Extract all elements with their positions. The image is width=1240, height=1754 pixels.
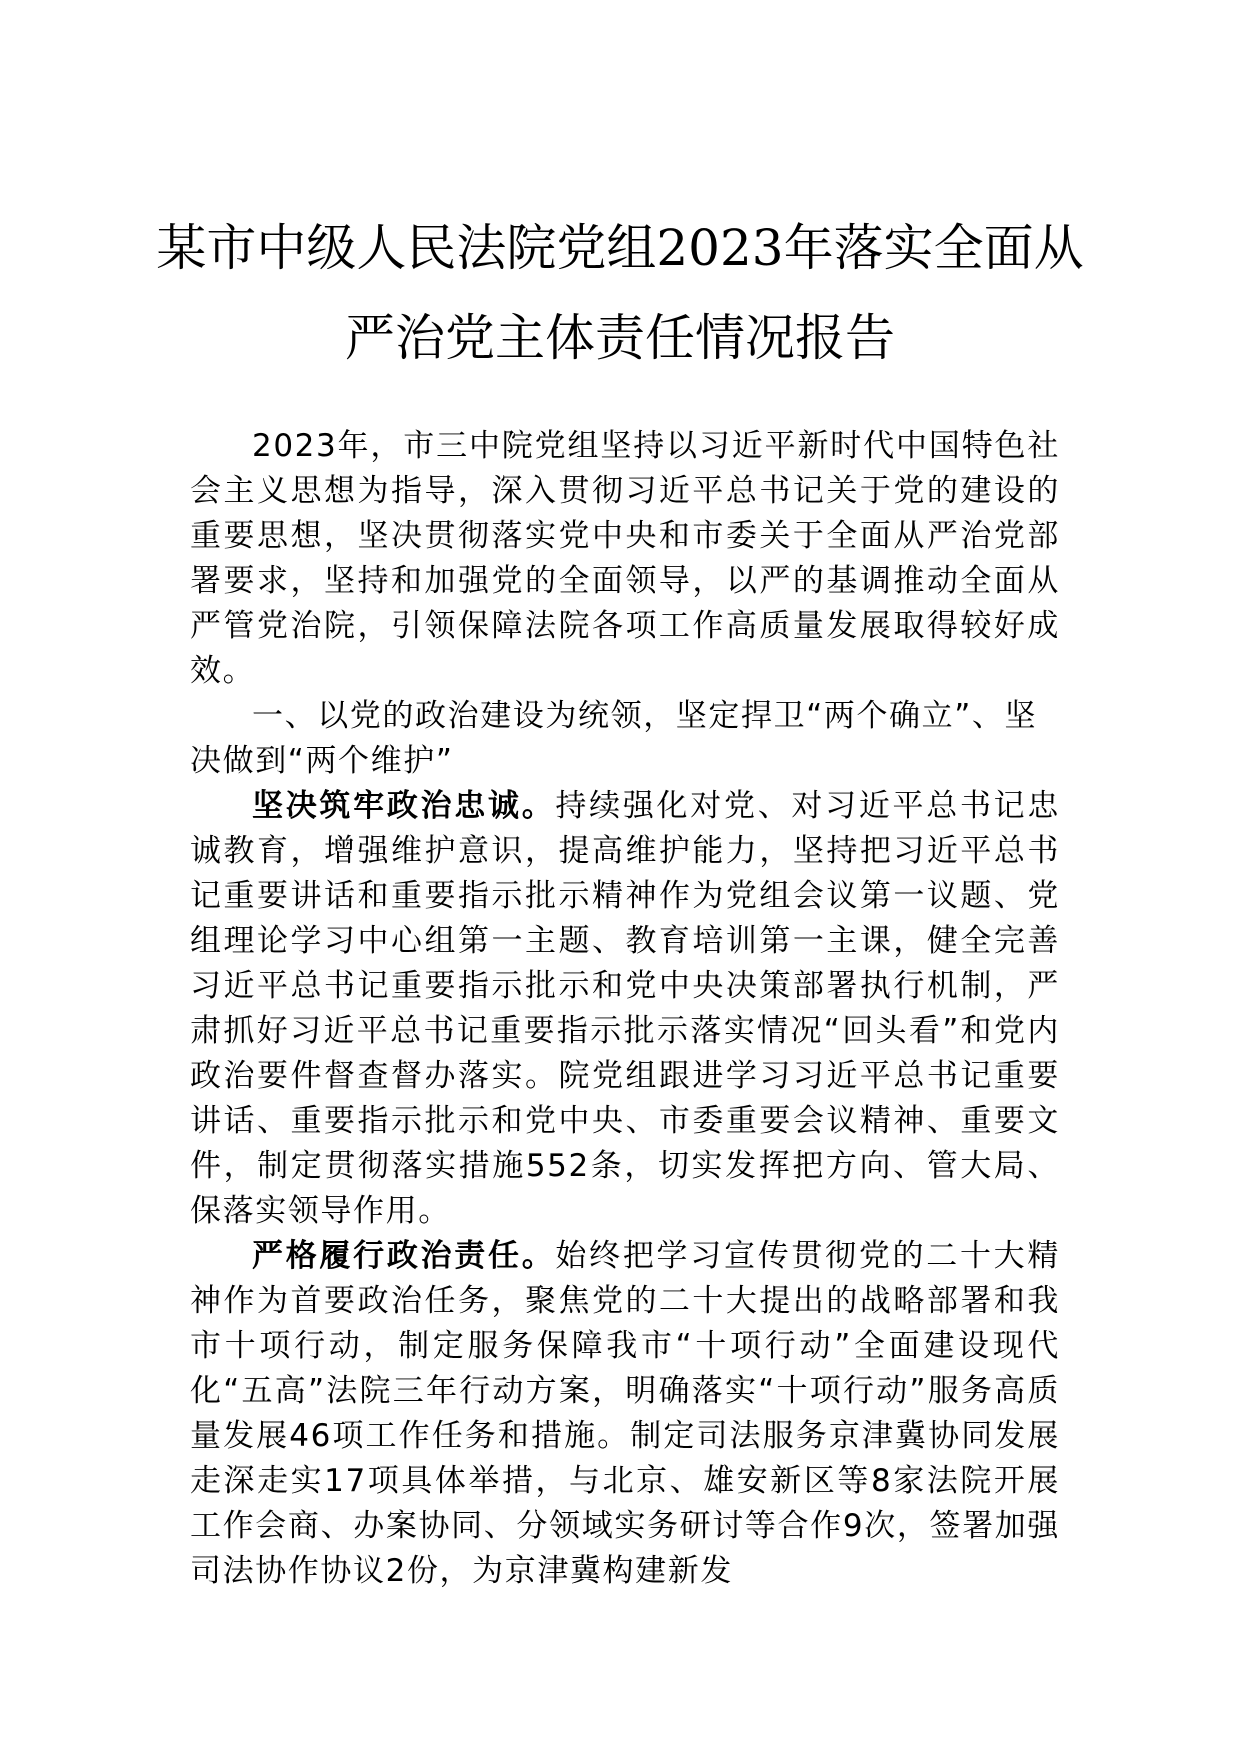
paragraph-lead-political-responsibility: 严格履行政治责任。 (252, 1238, 556, 1274)
document-title-line-2: 严治党主体责任情况报告 (345, 309, 895, 367)
paragraph-political-loyalty (190, 784, 1060, 1234)
document-title-line-1: 某市中级人民法院党组2023年落实全面从 (156, 219, 1084, 277)
document-body (190, 424, 1060, 1594)
section-heading-1: 一、以党的政治建设为统领，坚定捍卫“两个确立”、坚决做到“两个维护” (190, 698, 1038, 779)
intro-paragraph: 2023年，市三中院党组坚持以习近平新时代中国特色社会主义思想为指导，深入贯彻习近平总书记关于党的建设的重要思想，坚决贯彻落实党中央和市委关于全面从严治党部署要求，坚持和加强党的全面领导，以严的基调推动全面从严管党治院，引领保障法院各项工作高质量发展取得较好成效。 (190, 428, 1060, 689)
paragraph-political-responsibility (190, 1234, 1060, 1594)
paragraph-lead-political-loyalty: 坚决筑牢政治忠诚。 (252, 788, 556, 824)
paragraph-text-political-responsibility: 始终把学习宣传贯彻党的二十大精神作为首要政治任务，聚焦党的二十大提出的战略部署和我市十项行动，制定服务保障我市“十项行动”全面建设现代化“五高”法院三年行动方案，明确落实“十项行动”服务高质量发展46项工作任务和措施。制定司法服务京津冀协同发展走深走实17项具体举措，与北京、雄安新区等8家法院开展工作会商、办案协同、分领域实务研讨等合作9次，签署加强司法协作协议2份，为京津冀构建新发 (190, 1238, 1060, 1589)
paragraph-text-political-loyalty: 持续强化对党、对习近平总书记忠诚教育，增强维护意识，提高维护能力，坚持把习近平总书记重要讲话和重要指示批示精神作为党组会议第一议题、党组理论学习中心组第一主题、教育培训第一主课，健全完善习近平总书记重要指示批示和党中央决策部署执行机制，严肃抓好习近平总书记重要指示批示落实情况“回头看”和党内政治要件督查督办落实。院党组跟进学习习近平总书记重要讲话、重要指示批示和党中央、市委重要会议精神、重要文件，制定贯彻落实措施552条，切实发挥把方向、管大局、保落实领导作用。 (190, 788, 1060, 1229)
